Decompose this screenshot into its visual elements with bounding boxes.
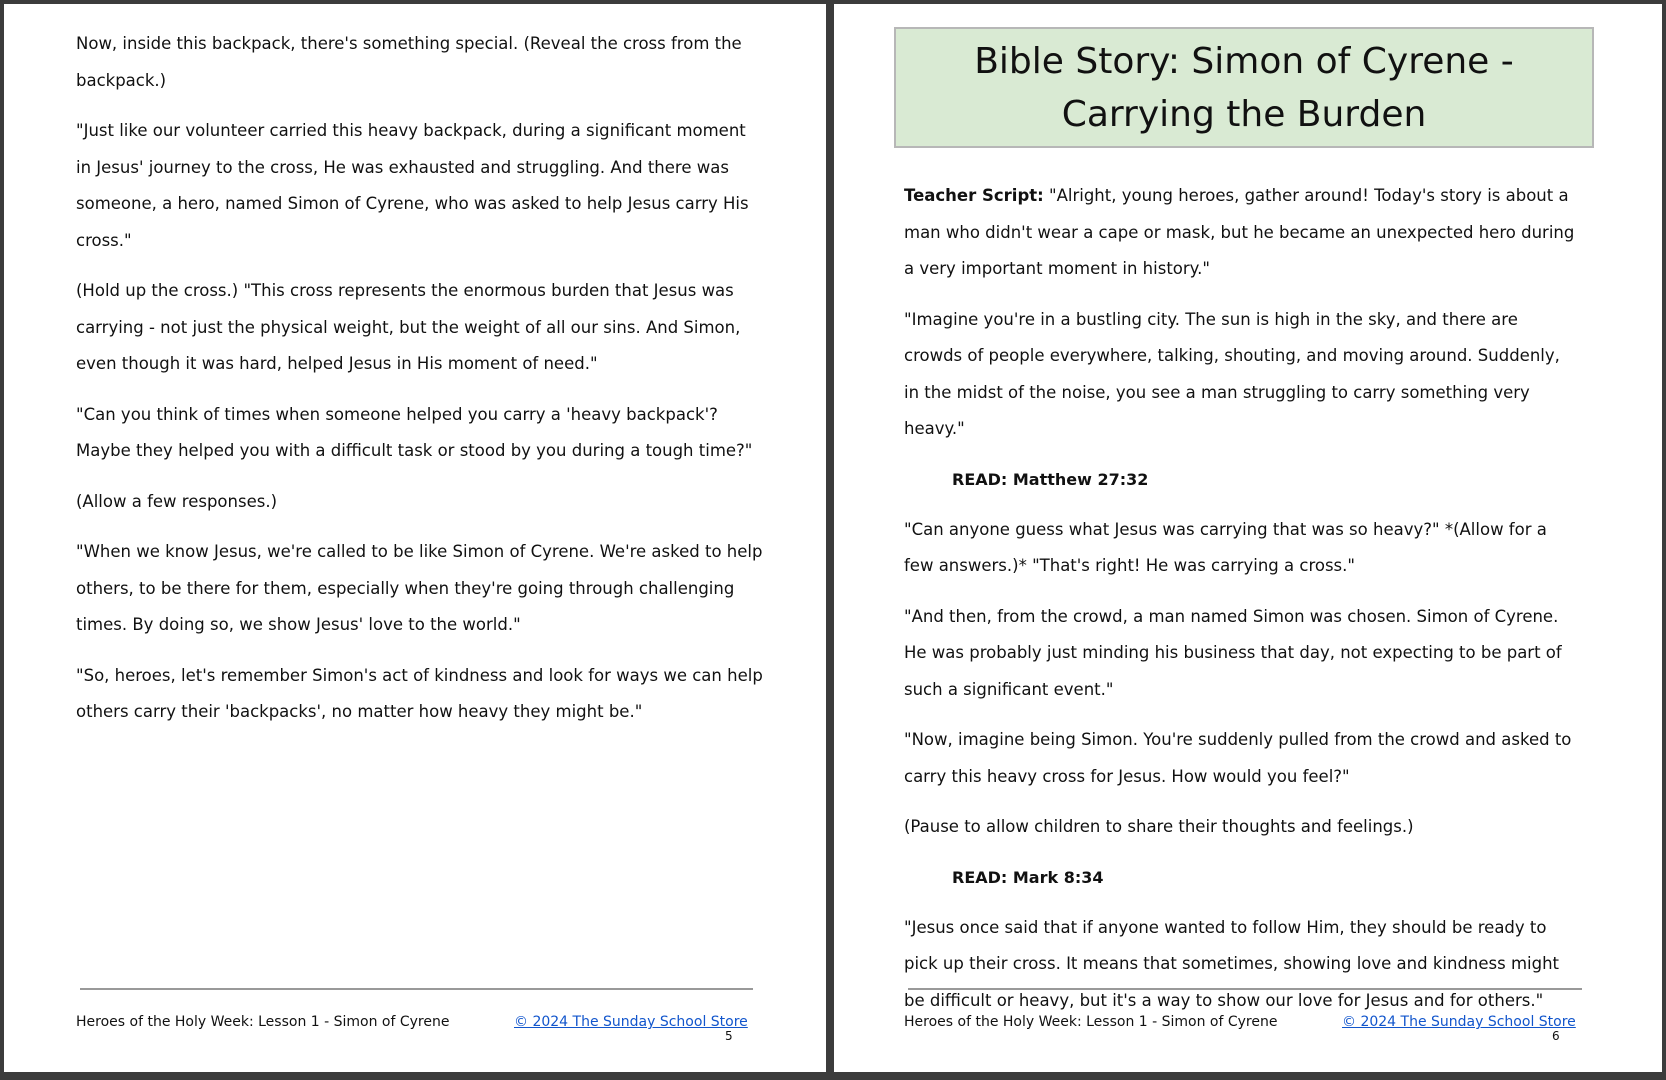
copyright-link[interactable]: © 2024 The Sunday School Store: [1342, 1014, 1576, 1030]
paragraph: "Imagine you're in a bustling city. The sun is high in the sky, and there are crowds of people everywhere, talking, shouting, and moving around. Suddenly, in the midst of the noise, you see a man struggling to carry something very heavy.": [904, 309, 1560, 438]
paragraph: "Just like our volunteer carried this heavy backpack, during a significant moment in Jesus' journey to the cross, He was exhausted and struggling. And there was someone, a hero, named Simon of Cyrene, who was asked to help Jesus carry His cross.": [76, 121, 749, 250]
page-body: [76, 26, 766, 745]
paragraph: "Can anyone guess what Jesus was carrying that was so heavy?" *(Allow for a few answers.)* "That's right! He was carrying a cross.": [904, 519, 1547, 575]
paragraph: "Can you think of times when someone helped you carry a 'heavy backpack'? Maybe they helped you with a difficult task or stood by you during a tough time?": [76, 404, 753, 460]
paragraph: (Allow a few responses.): [76, 491, 278, 511]
teacher-script-label: Teacher Script:: [904, 186, 1044, 205]
page-body: [904, 178, 1579, 1033]
paragraph: "Jesus once said that if anyone wanted to follow Him, they should be ready to pick up their cross. It means that sometimes, showing love and kindness might be difficult or heavy, but it's a way to show our love for Jesus and for others.": [904, 917, 1560, 1010]
page-number: 5: [725, 1029, 733, 1043]
document-page-5: [4, 4, 826, 1072]
teacher-script-paragraph: [904, 178, 1579, 288]
page-number: 6: [1552, 1029, 1560, 1043]
paragraph: "And then, from the crowd, a man named Simon was chosen. Simon of Cyrene. He was probably just minding his business that day, not expecting to be part of such a significant event.": [904, 606, 1562, 699]
paragraph: (Pause to allow children to share their thoughts and feelings.): [904, 817, 1414, 836]
scripture-reading: READ: Mark 8:34: [952, 867, 1104, 887]
page-title: Bible Story: Simon of Cyrene - Carrying the Burden: [974, 40, 1514, 135]
footer-lesson-title: Heroes of the Holy Week: Lesson 1 - Simon of Cyrene: [904, 1014, 1278, 1030]
paragraph: "When we know Jesus, we're called to be like Simon of Cyrene. We're asked to help others, to be there for them, especially when they're going through challenging times. By doing so, we show Jesus' love to the world.": [76, 542, 763, 634]
paragraph: Now, inside this backpack, there's something special. (Reveal the cross from the backpack.): [76, 34, 742, 90]
document-page-6: [834, 4, 1662, 1072]
title-banner: [894, 27, 1594, 148]
paragraph: (Hold up the cross.) "This cross represents the enormous burden that Jesus was carrying - not just the physical weight, but the weight of all our sins. And Simon, even though it was hard, helped Jesus in His moment of need.": [76, 281, 741, 373]
footer-lesson-title: Heroes of the Holy Week: Lesson 1 - Simon of Cyrene: [76, 1014, 450, 1030]
teacher-script-text: "Alright, young heroes, gather around! Today's story is about a man who didn't wear a cape or mask, but he became an unexpected hero during a very important moment in history.": [904, 186, 1575, 278]
footer-divider: [80, 988, 753, 990]
footer-divider: [908, 988, 1582, 990]
copyright-link[interactable]: © 2024 The Sunday School Store: [514, 1014, 748, 1030]
paragraph: "So, heroes, let's remember Simon's act of kindness and look for ways we can help others carry their 'backpacks', no matter how heavy they might be.": [76, 665, 763, 721]
scripture-reading: READ: Matthew 27:32: [952, 469, 1149, 489]
paragraph: "Now, imagine being Simon. You're suddenly pulled from the crowd and asked to carry this heavy cross for Jesus. How would you feel?": [904, 730, 1572, 786]
